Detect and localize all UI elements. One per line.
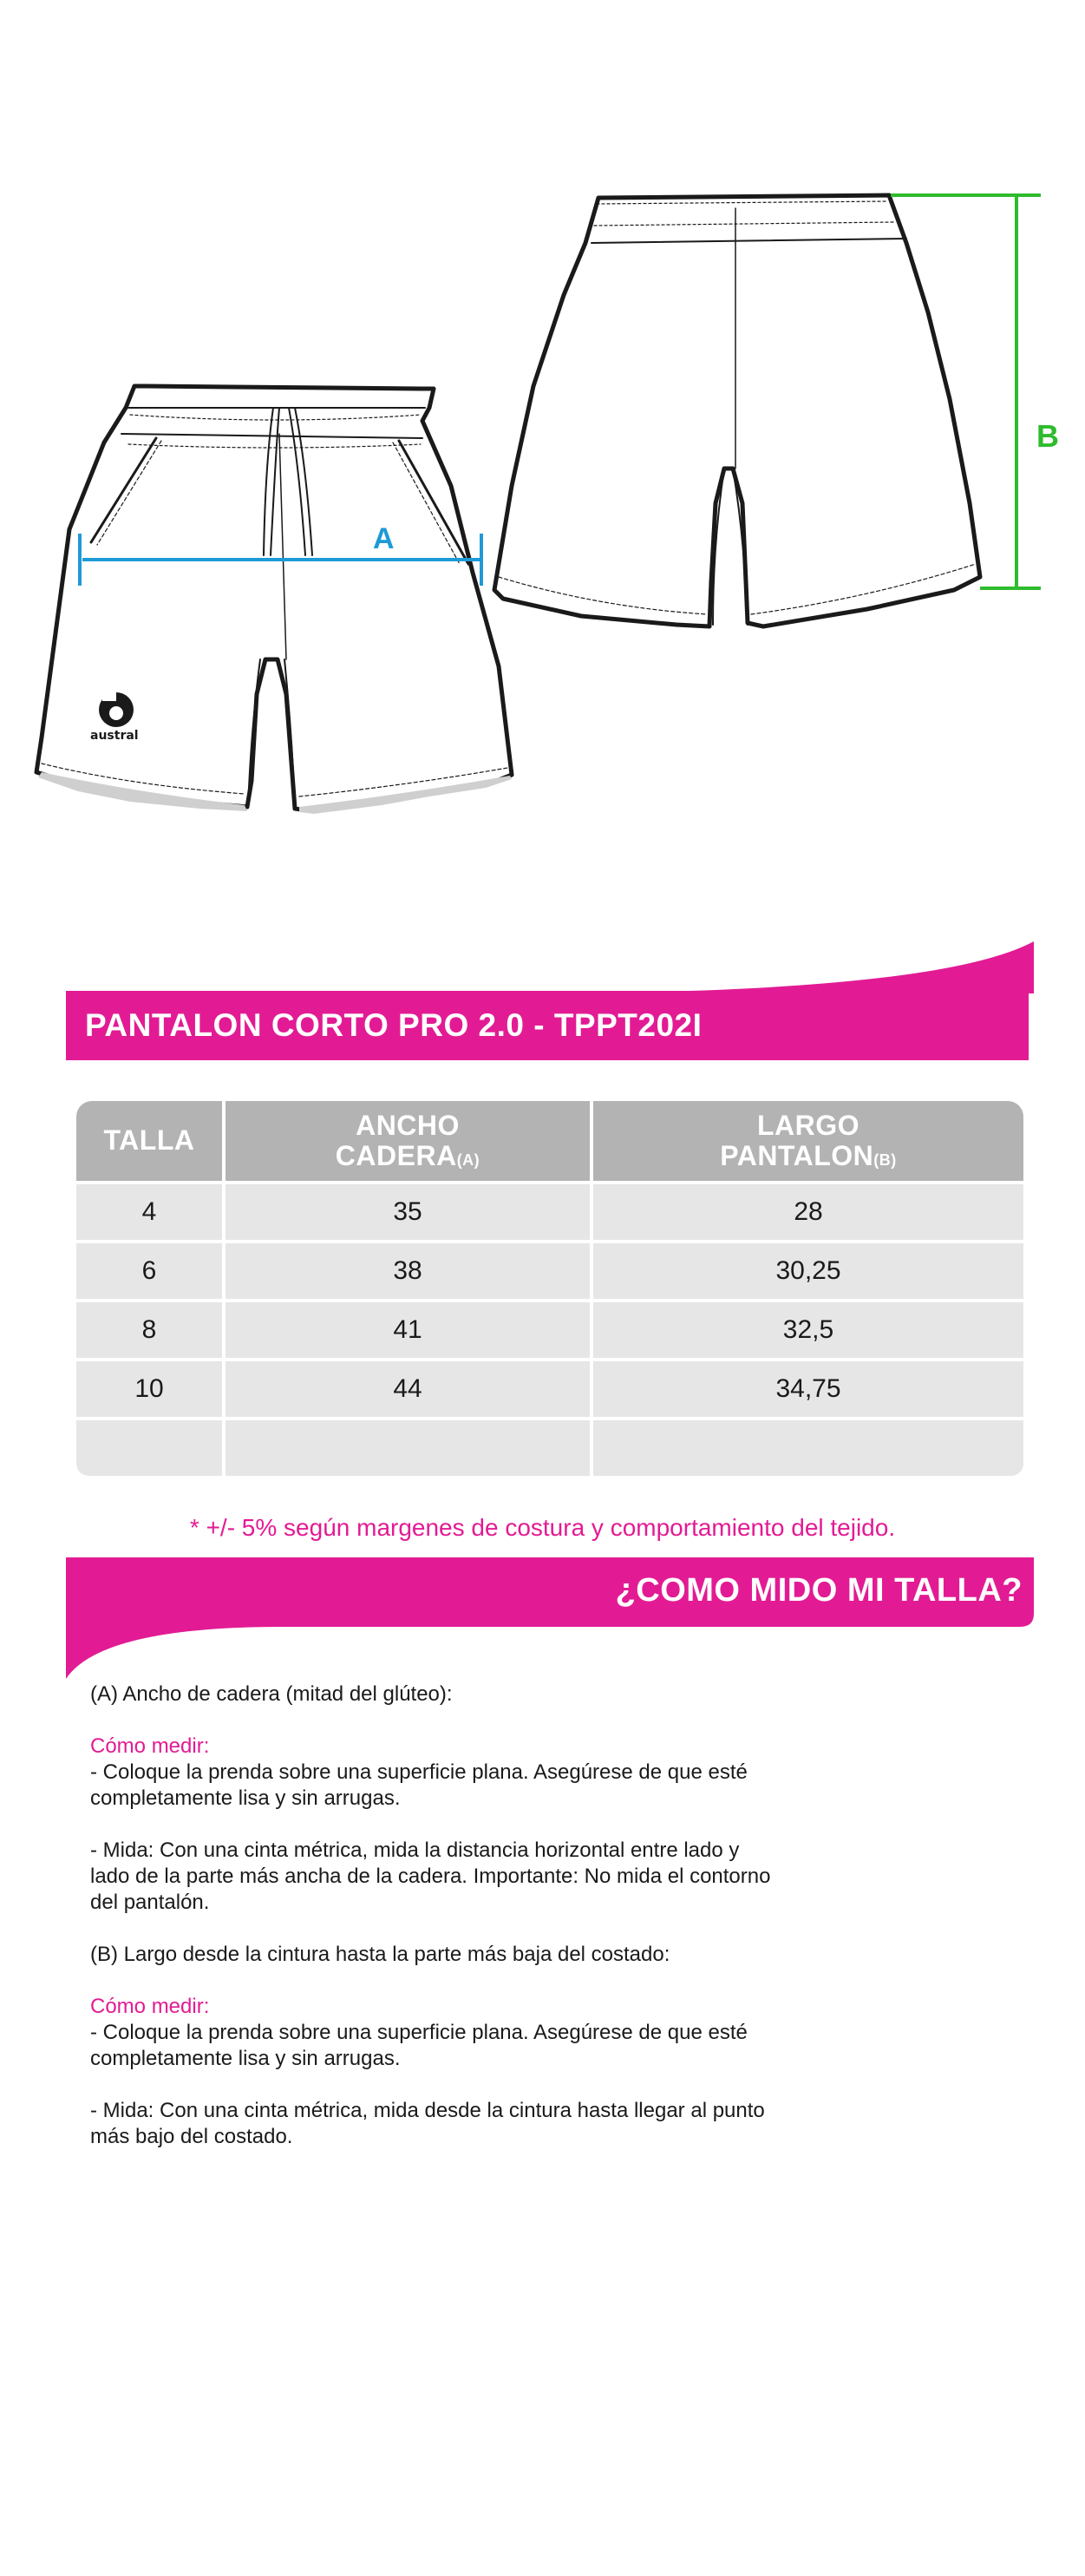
product-title-banner	[66, 991, 1029, 1060]
back-shorts-drawing	[494, 195, 980, 626]
instruction-a-step2: - Mida: Con una cinta métrica, mida la distancia horizontal entre lado y lado de la parte más ancha de la cadera. Importante: No mida el contorno del pantalón.	[90, 1839, 771, 1914]
cell-largo: 32,5	[593, 1302, 1023, 1358]
cell-ancho: 44	[225, 1361, 590, 1417]
how-to-measure-label: Cómo medir:	[90, 1734, 210, 1758]
instruction-b-step1-block	[90, 1994, 784, 2072]
cell-ancho: 38	[225, 1243, 590, 1299]
instruction-b-step1: - Coloque la prenda sobre una superficie plana. Asegúrese de que esté completamente lisa y sin arrugas.	[90, 2021, 748, 2070]
header-ancho-cadera: ANCHO CADERA(A)	[225, 1101, 590, 1181]
instruction-a-step1-block	[90, 1734, 784, 1812]
instruction-b-step2: - Mida: Con una cinta métrica, mida desde la cintura hasta llegar al punto más bajo del costado.	[90, 2099, 765, 2148]
cell-largo: 28	[593, 1184, 1023, 1240]
size-table-header	[76, 1101, 1023, 1181]
cell-talla: 10	[76, 1361, 222, 1417]
size-table	[73, 1098, 1027, 1479]
cell-largo: 30,25	[593, 1243, 1023, 1299]
product-title: PANTALON CORTO PRO 2.0 - TPPT202I	[85, 1007, 703, 1043]
tolerance-note: * +/- 5% según margenes de costura y comportamiento del tejido.	[189, 1514, 896, 1541]
table-row	[76, 1361, 1023, 1417]
front-shorts-drawing	[36, 386, 512, 811]
header-largo-pantalon: LARGO PANTALON(B)	[593, 1101, 1023, 1181]
dimension-a-label: A	[373, 522, 395, 555]
table-row	[76, 1302, 1023, 1358]
header-talla: TALLA	[76, 1101, 222, 1181]
banner-curve-decoration	[520, 941, 1034, 993]
cell-talla: 6	[76, 1243, 222, 1299]
brand-logo-text: austral	[90, 729, 139, 743]
instruction-a-title: (A) Ancho de cadera (mitad del glúteo):	[90, 1682, 453, 1706]
shorts-illustration	[0, 0, 1085, 868]
dimension-b-label: B	[1036, 418, 1059, 454]
cell-largo: 34,75	[593, 1361, 1023, 1417]
table-row-empty	[76, 1420, 1023, 1476]
table-row	[76, 1243, 1023, 1299]
how-to-title: ¿COMO MIDO MI TALLA?	[615, 1572, 1023, 1609]
measuring-instructions	[90, 1681, 784, 2176]
table-row	[76, 1184, 1023, 1240]
how-to-measure-label: Cómo medir:	[90, 1995, 210, 2018]
cell-talla: 4	[76, 1184, 222, 1240]
cell-ancho: 41	[225, 1302, 590, 1358]
instruction-a-step1: - Coloque la prenda sobre una superficie plana. Asegúrese de que esté completamente lisa y sin arrugas.	[90, 1760, 748, 1810]
instruction-b-title: (B) Largo desde la cintura hasta la parte más baja del costado:	[90, 1943, 670, 1966]
cell-ancho: 35	[225, 1184, 590, 1240]
cell-talla: 8	[76, 1302, 222, 1358]
